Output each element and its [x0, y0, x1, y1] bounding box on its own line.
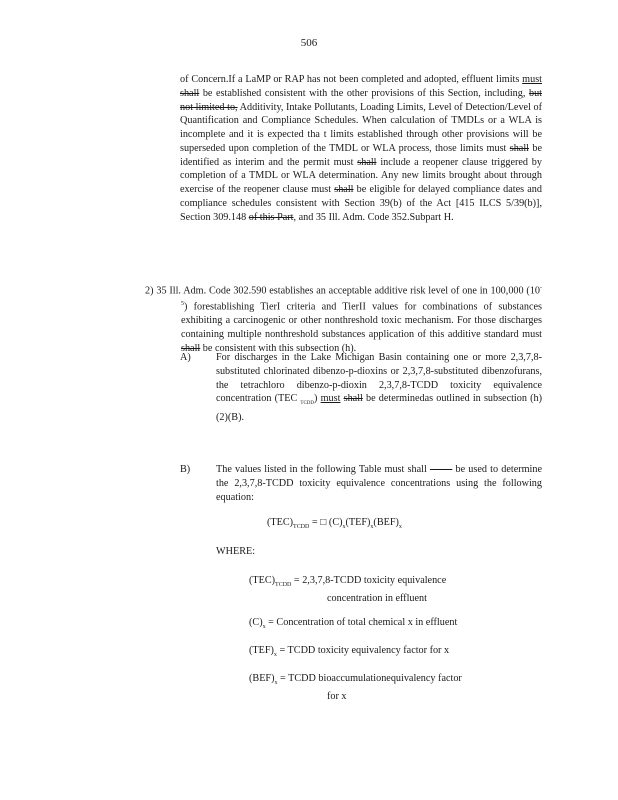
subscript: x	[370, 524, 374, 531]
text-run: be consistent with this subsection (h).	[200, 342, 357, 354]
subscript: TCDD	[293, 524, 310, 531]
text-run: )	[314, 393, 321, 405]
inserted-text: must	[320, 393, 341, 405]
struck-text: shall	[180, 87, 200, 99]
def-symbol: (C)	[249, 617, 263, 628]
eq-lhs: (TEC)	[267, 517, 294, 528]
struck-text: of this Part	[248, 211, 294, 223]
paragraph-A	[180, 351, 542, 425]
definition-tec	[249, 574, 549, 606]
def-continuation: for x	[327, 691, 347, 703]
def-text: = TCDD toxicity equivalency factor for x	[276, 645, 450, 656]
page-number: 506	[300, 37, 318, 49]
paragraph-2-body	[145, 282, 542, 356]
text-run: be established consistent with the other provisions of this Section, including,	[199, 87, 529, 99]
paragraph-concern	[180, 73, 542, 224]
definition-tef	[249, 644, 549, 662]
subscript: x	[398, 524, 402, 531]
eq-term: (C)	[328, 517, 343, 528]
paragraph-label: 2)	[145, 285, 154, 297]
text-run: include a reopener clause triggered by completion of a TMDL or WLA determination. Any new limits brought about through exercise of the reopener clause must	[180, 156, 542, 195]
def-text: = TCDD bioaccumulationequivalency factor	[277, 673, 462, 684]
struck-text: shall	[357, 156, 377, 168]
text-run: Additivity, Intake Pollutants, Loading Limits, Level of Detection/Level of Quantification and Compliance Schedules. When calculation of TMDLs or a WLA is incomplete and it is expected tha t limits established through other provisions will be superseded upon completion of the TMDL or WLA process, those limits must	[180, 101, 542, 154]
text-run: be identified as interim and the permit must	[180, 142, 542, 168]
definition-bef	[249, 672, 549, 704]
text-run: 35 Ill. Adm. Code 302.590 establishes an acceptable additive risk level of one in 100,000 (10	[156, 285, 541, 297]
subscript: x	[274, 680, 278, 687]
def-text: = Concentration of total chemical x in effluent	[265, 617, 458, 628]
subscript: x	[342, 524, 346, 531]
struck-text: shall	[334, 184, 354, 195]
superscript: -5	[181, 285, 543, 308]
struck-text: shall	[509, 142, 529, 154]
def-symbol: (TEC)	[249, 575, 276, 586]
subscript: x	[262, 624, 266, 631]
text-run: , and 35 Ill. Adm. Code 352.Subpart H.	[293, 211, 454, 223]
where-label: WHERE:	[216, 546, 256, 557]
definition-c	[249, 616, 549, 634]
text-run: ) forestablishing TierI criteria and TierII values for combinations of substances exhibiting a carcinogenic or other nonthreshold toxic mechanism. For those discharges containing multiple nonthreshold substances application of this additive standard must	[181, 301, 542, 341]
eq-term: (TEF)	[345, 517, 371, 528]
def-symbol: (TEF)	[249, 645, 274, 656]
subscript: TCDD	[275, 582, 292, 589]
paragraph-A-body	[216, 351, 542, 425]
text-run: of Concern.If a LaMP or RAP has not been completed and adopted, effluent limits	[180, 74, 523, 85]
def-continuation: concentration in effluent	[327, 593, 427, 605]
paragraph-2	[145, 282, 542, 356]
struck-text	[430, 464, 452, 475]
def-symbol: (BEF)	[249, 673, 275, 684]
paragraph-label: A)	[180, 352, 191, 363]
def-text: = 2,3,7,8-TCDD toxicity equivalence	[291, 575, 447, 586]
text-run: be used to determine the 2,3,7,8-TCDD toxicity equivalence concentrations using the following equation:	[216, 464, 542, 503]
struck-text: shall	[181, 342, 201, 354]
text-run: For discharges in the Lake Michigan Basin containing one or more 2,3,7,8-substituted chlorinated dibenzo-p-dioxins or 2,3,7,8-substituted dibenzofurans, the tetrachloro dibenzo-p-dioxin 2,3,7,8-TCDD toxicity equivalence concentration (TEC	[216, 352, 542, 405]
subscript: TCDD	[300, 401, 315, 407]
paragraph-B-body	[216, 463, 542, 504]
inserted-text: must	[522, 74, 542, 85]
paragraph-B	[180, 463, 542, 504]
text-run: be determinedas outlined in subsection (h)(2)(B).	[216, 393, 542, 424]
text-run: be eligible for delayed compliance dates and compliance schedules consistent with Section 39(b) of the Act [415 ILCS 5/39(b)], Section 309.148	[180, 184, 542, 223]
eq-equals: = □	[309, 517, 329, 528]
text-run: The values listed in the following Table must shall	[216, 464, 430, 475]
paragraph-label: B)	[180, 464, 191, 475]
struck-text: shall	[343, 393, 363, 405]
struck-text: but not limited to,	[180, 87, 542, 113]
subscript: x	[273, 652, 277, 659]
tec-equation	[267, 517, 402, 530]
eq-term: (BEF)	[373, 517, 399, 528]
